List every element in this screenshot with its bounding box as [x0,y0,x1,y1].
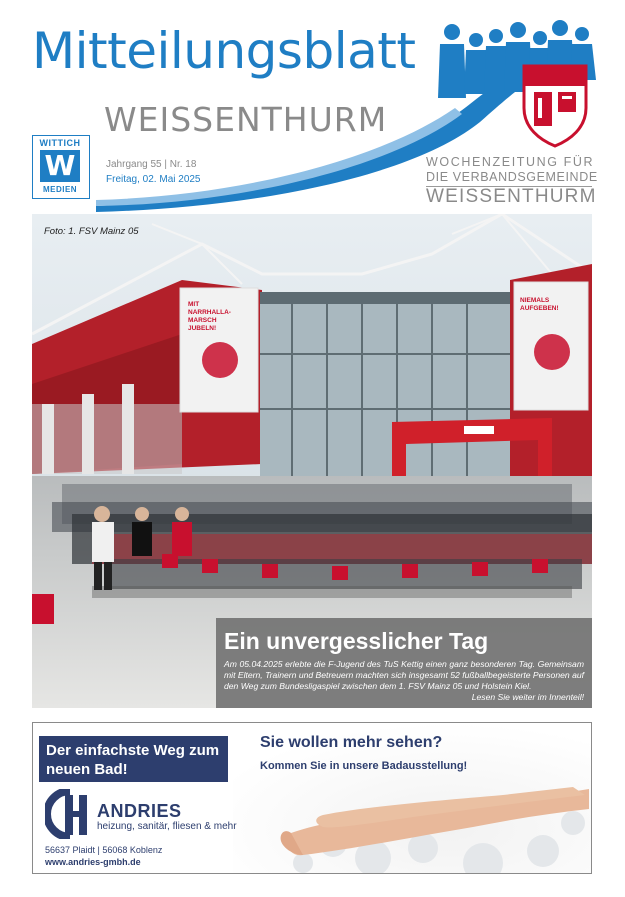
wittich-logo-top: WITTICH [39,138,81,148]
ad-brand: ANDRIES [97,801,182,821]
ad-address: 56637 Plaidt | 56068 Koblenz [45,845,163,855]
cover-body: Am 05.04.2025 erlebte die F-Jugend des TuS Kettig einen ganz besonderen Tag. Gemeinsam mit Eltern, Trainern und Betreuern machten sich insgesamt 52 fußballbegeisterte Personen auf den Weg zum Bundesligaspiel zwischen dem 1. FSV Mainz 05 und Holstein Kiel. [224,659,585,691]
andries-ad [32,722,592,874]
issue-date: Freitag, 02. Mai 2025 [106,174,201,185]
ad-headline: Der einfachste Weg zum neuen Bad! [39,736,228,782]
coat-of-arms-icon [520,58,590,148]
tagline-line-3: WEISSENTHURM [426,186,597,207]
ad-services: heizung, sanitär, fliesen & mehr [97,821,237,832]
cover-headline: Ein unvergesslicher Tag [224,628,489,654]
ad-invite: Kommen Sie in unsere Badausstellung! [260,760,468,772]
wittich-logo [32,135,94,201]
ad-question: Sie wollen mehr sehen? [260,734,443,751]
masthead-title: Mitteilungsblatt [32,22,416,80]
ad-website-link[interactable]: www.andries-gmbh.de [45,857,141,867]
tagline-line-2: DIE VERBANDSGEMEINDE [426,170,598,184]
cover-caption [216,618,592,708]
masthead [0,0,625,212]
masthead-subtitle: WEISSENTHURM [104,100,388,139]
banner-right-text: NIEMALS AUFGEBEN! [520,297,559,312]
wittich-logo-bottom: MEDIEN [42,185,78,194]
tagline-line-1: WOCHENZEITUNG FÜR [426,155,595,169]
cover-photo [32,214,592,708]
wittich-logo-mark: W [40,150,80,182]
cover-read-more: Lesen Sie weiter im Innenteil! [471,692,584,702]
banner-left-text: MIT NARRHALLA-MARSCH JUBELN! [188,301,231,332]
photo-credit: Foto: 1. FSV Mainz 05 [44,226,139,237]
issue-number: Jahrgang 55 | Nr. 18 [106,159,197,170]
andries-logo-icon [45,789,95,839]
